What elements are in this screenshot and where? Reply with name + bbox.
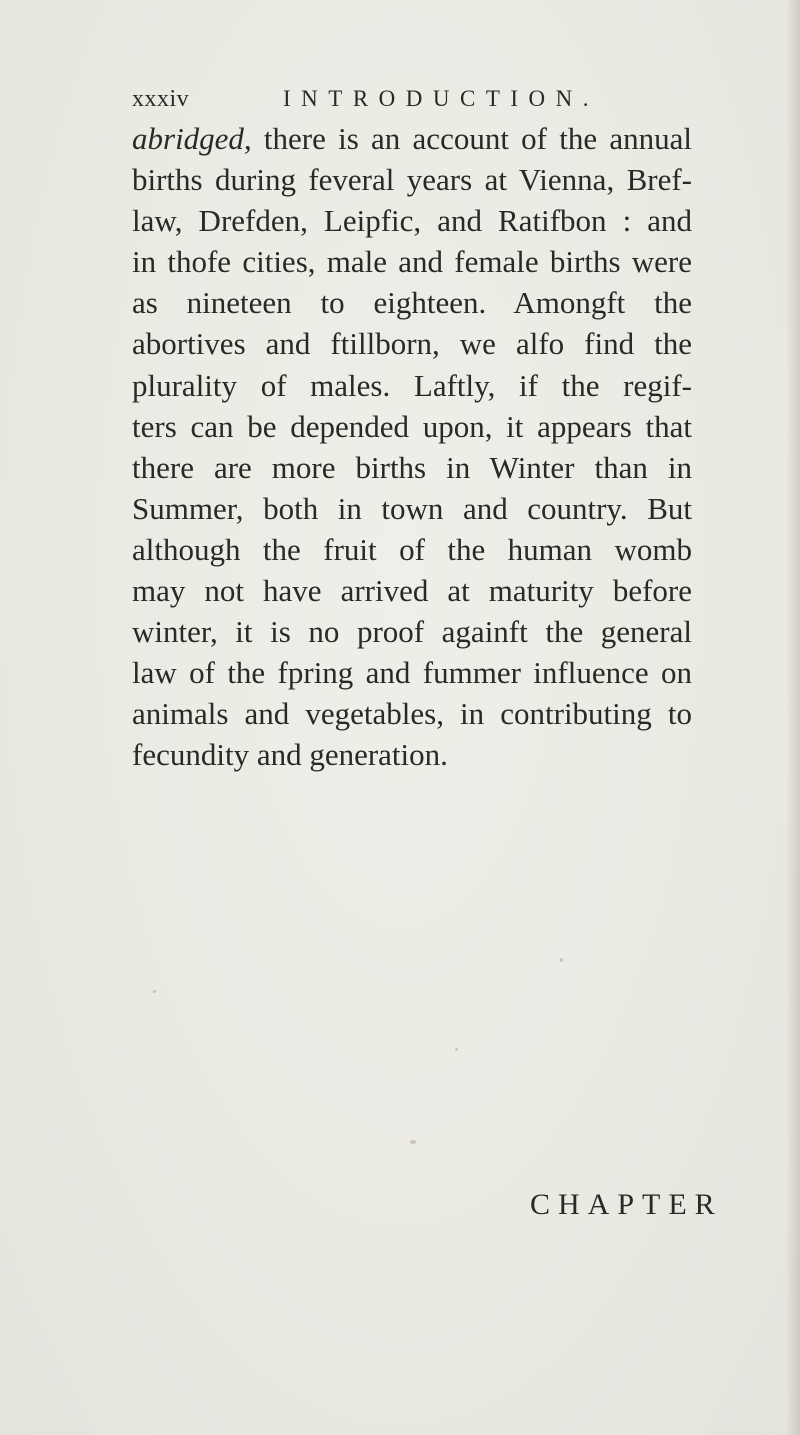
running-title: INTRODUCTION. — [283, 86, 600, 111]
text-line: winter, it is no proof againft the general — [132, 614, 692, 650]
paper-speck — [560, 958, 563, 962]
italic-word: abridged, — [132, 121, 252, 156]
text-line-1 — [132, 118, 692, 159]
text-line: ters can be depended upon, it appears that — [132, 408, 692, 444]
text-line: abortives and ftillborn, we alfo find the — [132, 326, 692, 362]
text-line: although the fruit of the human womb — [132, 531, 692, 567]
text-line: as nineteen to eighteen. Amongft the — [132, 285, 692, 321]
text-line: births during feveral years at Vienna, Bref- — [132, 162, 692, 198]
text-line-1-rest: there is an account of the annual — [251, 121, 692, 156]
body-paragraph — [132, 118, 692, 776]
text-line: animals and vegetables, in contributing to — [132, 696, 692, 732]
text-line: plurality of males. Laftly, if the regif- — [132, 367, 692, 403]
text-line: in thofe cities, male and female births were — [132, 244, 692, 280]
running-head — [132, 86, 692, 116]
text-line: law, Drefden, Leipfic, and Ratifbon : and — [132, 203, 692, 239]
text-line: Summer, both in town and country. But — [132, 490, 692, 526]
page-number: xxxiv — [132, 86, 190, 112]
paper-speck — [410, 1140, 416, 1144]
paper-speck — [455, 1048, 458, 1051]
catchword: CHAPTER — [530, 1188, 723, 1221]
text-line: law of the fpring and fummer influence on — [132, 655, 692, 691]
text-line: may not have arrived at maturity before — [132, 573, 692, 609]
text-line: there are more births in Winter than in — [132, 449, 692, 485]
text-line-last: fecundity and generation. — [132, 737, 448, 773]
page-edge-shadow — [786, 0, 800, 1435]
paper-speck — [153, 990, 156, 993]
